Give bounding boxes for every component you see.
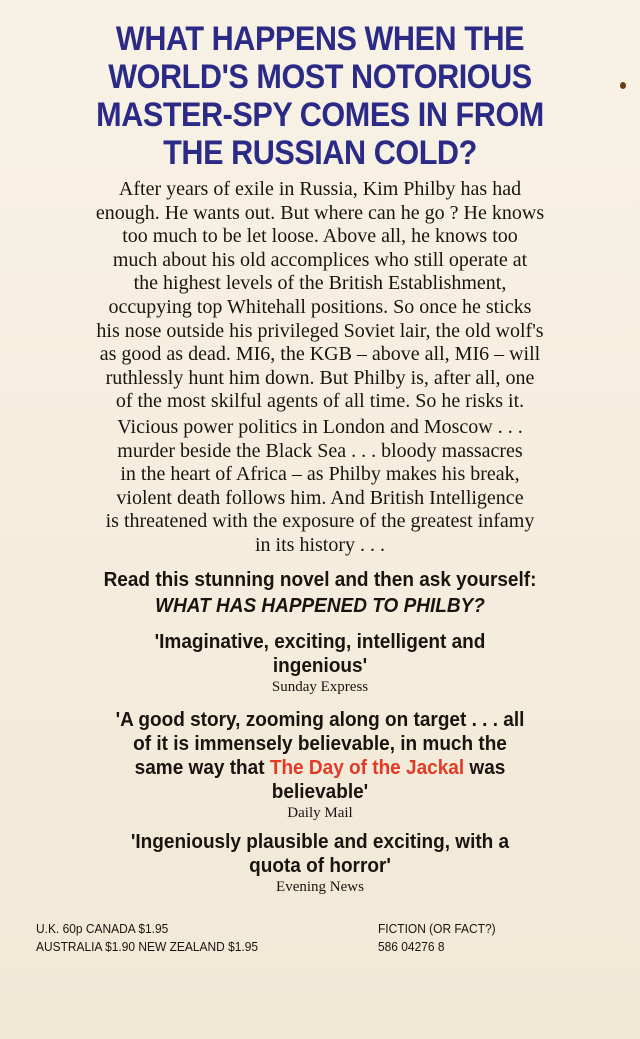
synopsis-line: violent death follows him. And British Intelligence — [116, 486, 524, 509]
cta-line-1: Read this stunning novel and then ask yourself: — [103, 569, 537, 591]
quote-text — [27, 708, 612, 804]
synopsis-line: the highest levels of the British Establishment, — [133, 272, 507, 295]
headline-line: WHAT HAPPENS WHEN THE — [115, 20, 525, 58]
synopsis-line: his nose outside his privileged Soviet lair, the old wolf's — [96, 319, 544, 342]
synopsis-paragraph-2 — [12, 416, 628, 558]
synopsis-line: too much to be let loose. Above all, he knows too — [122, 225, 518, 248]
quote-source: Evening News — [276, 879, 364, 895]
synopsis-paragraph-1 — [12, 178, 628, 414]
price-list — [36, 920, 258, 956]
quote-line: quota of horror' — [249, 855, 391, 877]
price-line: U.K. 60p CANADA $1.95 — [36, 921, 169, 936]
cta-question — [27, 593, 612, 619]
quote-source: Daily Mail — [287, 805, 353, 821]
headline-line: THE RUSSIAN COLD? — [163, 134, 477, 172]
isbn-number: 586 04276 8 — [378, 939, 445, 954]
synopsis-line: enough. He wants out. But where can he go ? He knows — [95, 201, 545, 224]
quote-text — [27, 830, 612, 878]
headline — [68, 20, 572, 172]
quote-line: 'A good story, zooming along on target . . . all — [115, 709, 525, 731]
category-label: FICTION (OR FACT?) — [378, 921, 496, 936]
cta-question-part-2: HAPPENED TO PHILBY? — [261, 595, 485, 617]
synopsis-line: in the heart of Africa – as Philby makes his break, — [120, 463, 520, 486]
synopsis-line: much about his old accomplices who still operate at — [112, 248, 528, 271]
quote-line: ingenious' — [272, 655, 368, 677]
review-quote-3 — [12, 830, 628, 896]
cta-question-part-1: WHAT HAS — [155, 595, 262, 617]
synopsis-line: Vicious power politics in London and Moscow . . . — [117, 416, 523, 438]
quote-fragment: was — [464, 757, 506, 779]
call-to-action — [27, 567, 612, 619]
headline-line: WORLD'S MOST NOTORIOUS — [108, 58, 532, 96]
quote-fragment: same way that — [134, 757, 270, 779]
synopsis-line: ruthlessly hunt him down. But Philby is, after all, one — [105, 366, 535, 389]
synopsis-line: is threatened with the exposure of the greatest infamy — [105, 510, 535, 533]
category-isbn — [378, 920, 496, 956]
headline-line: MASTER-SPY COMES IN FROM — [96, 96, 544, 134]
synopsis-line: murder beside the Black Sea . . . bloody massacres — [117, 439, 523, 462]
quote-line — [27, 756, 612, 780]
quote-line: 'Imaginative, exciting, intelligent and — [154, 631, 486, 653]
synopsis-line: as good as dead. MI6, the KGB – above all, MI6 – will — [99, 343, 541, 366]
review-quote-1 — [12, 630, 628, 696]
review-quote-2 — [12, 708, 628, 822]
synopsis-line: of the most skilful agents of all time. So he risks it. — [115, 390, 525, 413]
ink-speck — [620, 82, 626, 89]
synopsis-line: After years of exile in Russia, Kim Philby has had — [118, 178, 522, 200]
quote-text — [27, 630, 612, 678]
book-title-reference: The Day of the Jackal — [269, 757, 465, 779]
quote-line: 'Ingeniously plausible and exciting, with a — [130, 831, 510, 853]
quote-line: believable' — [271, 781, 369, 803]
quote-line: of it is immensely believable, in much the — [133, 733, 507, 755]
quote-source: Sunday Express — [271, 679, 369, 695]
synopsis-line: in its history . . . — [254, 533, 385, 556]
price-line: AUSTRALIA $1.90 NEW ZEALAND $1.95 — [36, 939, 259, 954]
synopsis-line: occupying top Whitehall positions. So once he sticks — [108, 295, 532, 318]
